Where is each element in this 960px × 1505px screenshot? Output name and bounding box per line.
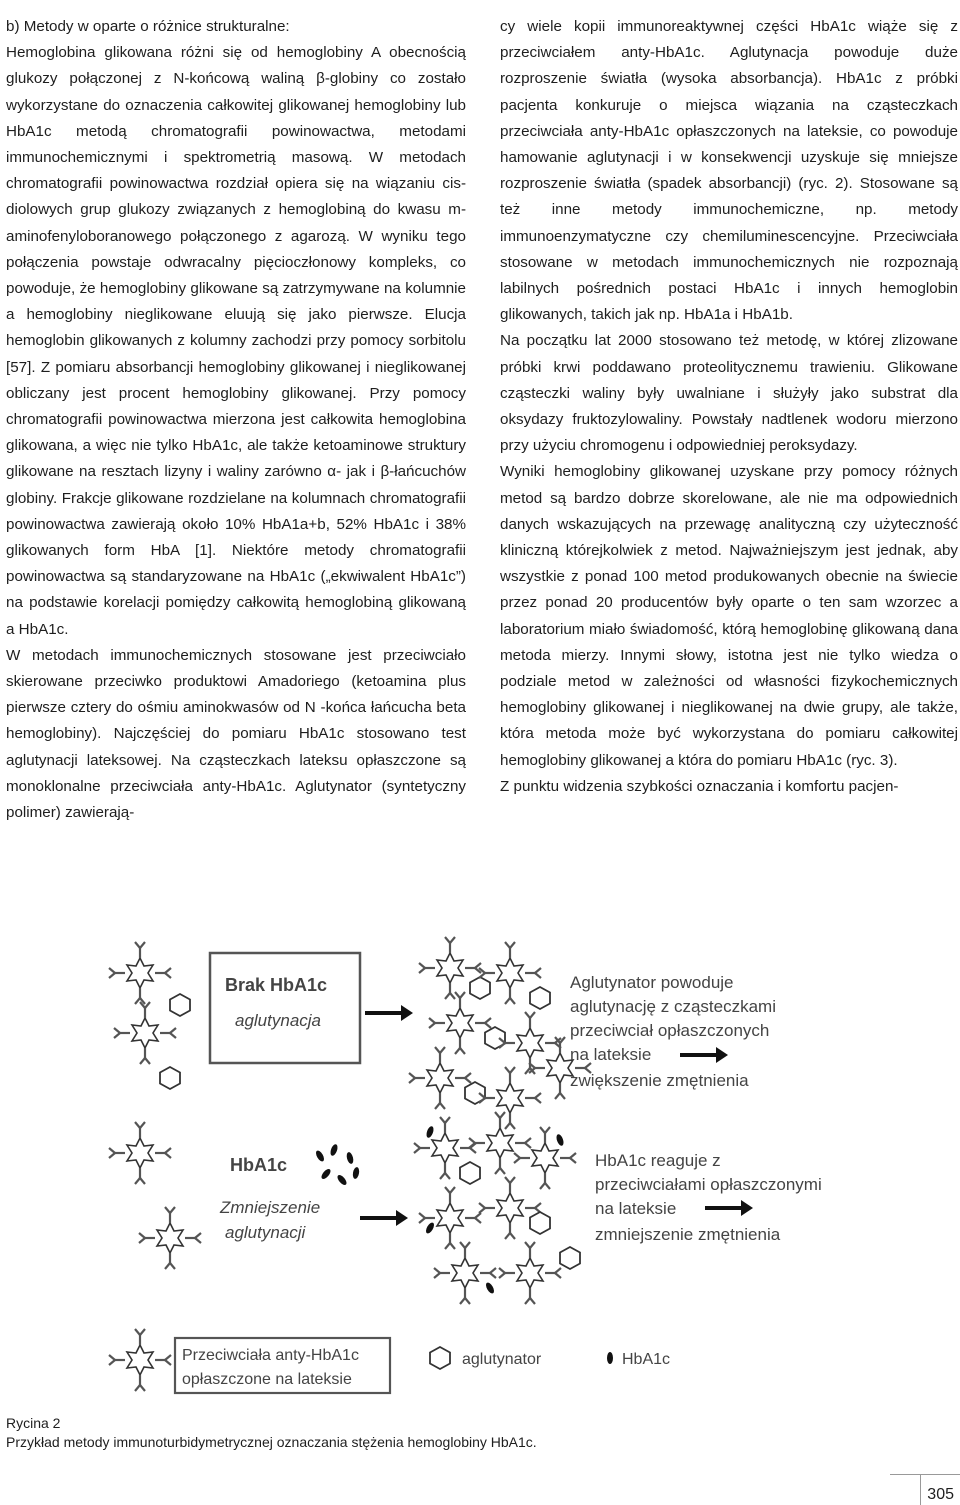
note-line: przeciwciał opłaszczonych (570, 1021, 770, 1040)
result-label: zmniejszenie zmętnienia (595, 1225, 781, 1244)
panel-no-hba1c (109, 937, 776, 1129)
result-label: zwiększenie zmętnienia (570, 1071, 749, 1090)
latex-particle-icon (139, 1207, 201, 1269)
paragraph: Hemoglobina glikowana różni się od hemoglobiny A obecnością glukozy połączonej z N-końcową waliną β-globiny co zostało wykorzystane do oznaczenia całkowitej glikowanej hemoglobiny lub HbA1c metodą chromatografii powinowactwa, metodami immunochemicznymi i spektrometrią masową. W metodach chromatografii powinowactwa rozdział opiera się na wiązaniu cis-diolowych grup glukozy związanych z hemoglobiną do kwasu m-aminofenyloboranowego połączonego z agarozą. W wyniku tego połączenia powstaje odwracalny pięcioczłonowy kompleks, co powoduje, że hemoglobiny glikowane są zatrzymywane na kolumnie a hemoglobiny nieglikowane eluują się jako pierwsze. Elucja hemoglobin glikowanych z kolumny zachodzi przy pomocy sorbitolu [57]. Z pomiaru absorbancji hemoglobiny glikowanej i nieglikowanej obliczany jest procent hemoglobiny glikowanej. Przy pomocy chromatografii powinowactwa mierzona jest całkowita hemoglobina glikowana, a więc nie tylko HbA1c, ale także ketoaminowe struktury glikowane na resztach lizyny i waliny zarówno α- jak i β-łańcuchów globiny. Frakcje glikowane rozdzielane na kolumnach chromatografii powinowactwa zawierają około 10% HbA1a+b, 52% HbA1c i 38% glikowanych form HbA [1]. Niektóre metody chromatografii powinowactwa są standaryzowane na HbA1c („ekwiwalent HbA1c”) na podstawie korelacji pomiędzy całkowitą hemoglobiną glikowaną a HbA1c. (6, 44, 466, 638)
page-number-rule (890, 1474, 960, 1475)
caption-label: Rycina 2 (6, 1415, 61, 1431)
note-line: HbA1c reaguje z (595, 1151, 721, 1170)
arrow-icon (365, 1005, 413, 1021)
panel-subtitle: aglutynacja (235, 1011, 322, 1030)
panel-box (210, 953, 360, 1063)
figure-legend (109, 1329, 670, 1393)
arrow-icon (680, 1047, 728, 1063)
note-line: na lateksie (570, 1045, 652, 1064)
latex-particle-icon (109, 942, 171, 1004)
paragraph: cy wiele kopii immunoreaktywnej części HbA1c wiąże się z przeciwciałem anty-HbA1c. Aglutynacja powoduje duże rozproszenie światła (wysoka absorbancja). HbA1c z próbki pacjenta konkuruje o miejsca wiązania na cząsteczkach przeciwciała anty-HbA1c opłaszczonych na lateksie, co powoduje hamowanie aglutynacji i w konsekwencji uzyskuje się mniejsze rozproszenie światła (spadek absorbancji) (ryc. 2). Stosowane są też inne metody immunochemiczne, np. metody immunoenzymatyczne czy chemiluminescencyjne. Przeciwciała stosowane w metodach immunochemicznych nie rozpoznają labilnych pośrednich postaci HbA1c i innych hemoglobin glikowanych, takich jak np. HbA1a i HbA1b. (500, 18, 958, 324)
figure-caption (6, 1414, 537, 1452)
paragraph: W metodach immunochemicznych stosowane jest przeciwciało skierowane przeciwko produktowi Amadoriego (ketoamina plus pierwsze cztery do ośmiu aminokwasów od N -końca łańcucha beta hemoglobiny). Najczęściej do pomiaru HbA1c stosowano test aglutynacji lateksowej. Na cząsteczkach lateksu opłaszczone są monoklonalne przeciwciała anty-HbA1c. Aglutynator (syntetyczny polimer) zawierają- (6, 646, 466, 822)
arrow-icon (360, 1210, 408, 1226)
paragraph: Na początku lat 2000 stosowano też metodę, w której zlizowane próbki krwi poddawano proteolitycznemu trawieniu. Glikowane cząsteczki waliny były uwalniane i służyły jako substrat dla oksydazy fruktozylowaliny. Powstały nadtlenek wodoru mierzono przy użyciu chromogenu i odpowiedniej peroksydazy. (500, 332, 958, 455)
agglutinator-icon (160, 1067, 180, 1089)
legend-label: HbA1c (622, 1351, 671, 1368)
right-text-column (500, 14, 958, 800)
legend-label: aglutynator (462, 1351, 542, 1368)
panel-title: Brak HbA1c (225, 975, 328, 995)
latex-particle-icon (114, 1002, 176, 1064)
paragraph: Z punktu widzenia szybkości oznaczania i komfortu pacjen- (500, 777, 899, 795)
agglutinator-icon (430, 1347, 450, 1369)
hba1c-cluster (314, 1143, 360, 1186)
panel-subtitle: Zmniejszenie (220, 1198, 321, 1217)
note-line: na lateksie (595, 1199, 677, 1218)
figure-agglutination-diagram (100, 928, 870, 1408)
note-line: aglutynację z cząsteczkami (570, 997, 776, 1016)
dispersed-particles (414, 1112, 580, 1304)
left-text-column (6, 14, 466, 826)
page-number: 305 (927, 1486, 954, 1503)
note-line: przeciwciałami opłaszczonymi (595, 1175, 822, 1194)
section-heading: b) Metody w oparte o różnice strukturalne: (6, 18, 290, 35)
agglutinated-cluster (409, 937, 591, 1129)
note-line: Aglutynator powoduje (570, 973, 734, 992)
latex-particle-icon (109, 1329, 171, 1391)
legend-label: Przeciwciała anty-HbA1c (182, 1347, 359, 1364)
panel-title: HbA1c (230, 1155, 288, 1175)
page-number-divider (920, 1474, 921, 1505)
legend-label: opłaszczone na lateksie (182, 1371, 352, 1388)
arrow-icon (705, 1200, 753, 1216)
paragraph: Wyniki hemoglobiny glikowanej uzyskane przy pomocy różnych metod są bardzo dobrze skorelowane, ale nie ma odpowiednich danych wskazujących na przewagę analityczną czy użyteczność kliniczną którejkolwiek z metod. Najważniejszym jest jednak, aby wszystkie z ponad 100 metod produkowanych obecnie na świecie przez ponad 20 producentów były oparte o ten sam wzorzec a laboratorium miało świadomość, którą hemoglobinę glikowaną dana metoda mierzy. Innymi słowy, istotna jest nie tylko wiedza o podziale metod w zależności od własności fizykochemicznych hemoglobiny glikowanej i nieglikowanej na dwie grupy, ale także, która metoda może być wykorzystana do pomiaru całkowitej hemoglobiny glikowanej a która do pomiaru HbA1c (ryc. 3). (500, 463, 958, 769)
caption-text: Przykład metody immunoturbidymetrycznej oznaczania stężenia hemoglobiny HbA1c. (6, 1434, 537, 1450)
hba1c-icon (607, 1352, 613, 1364)
agglutinator-icon (170, 994, 190, 1016)
panel-with-hba1c (109, 1112, 822, 1304)
panel-subtitle: aglutynacji (225, 1223, 306, 1242)
latex-particle-icon (109, 1122, 171, 1184)
